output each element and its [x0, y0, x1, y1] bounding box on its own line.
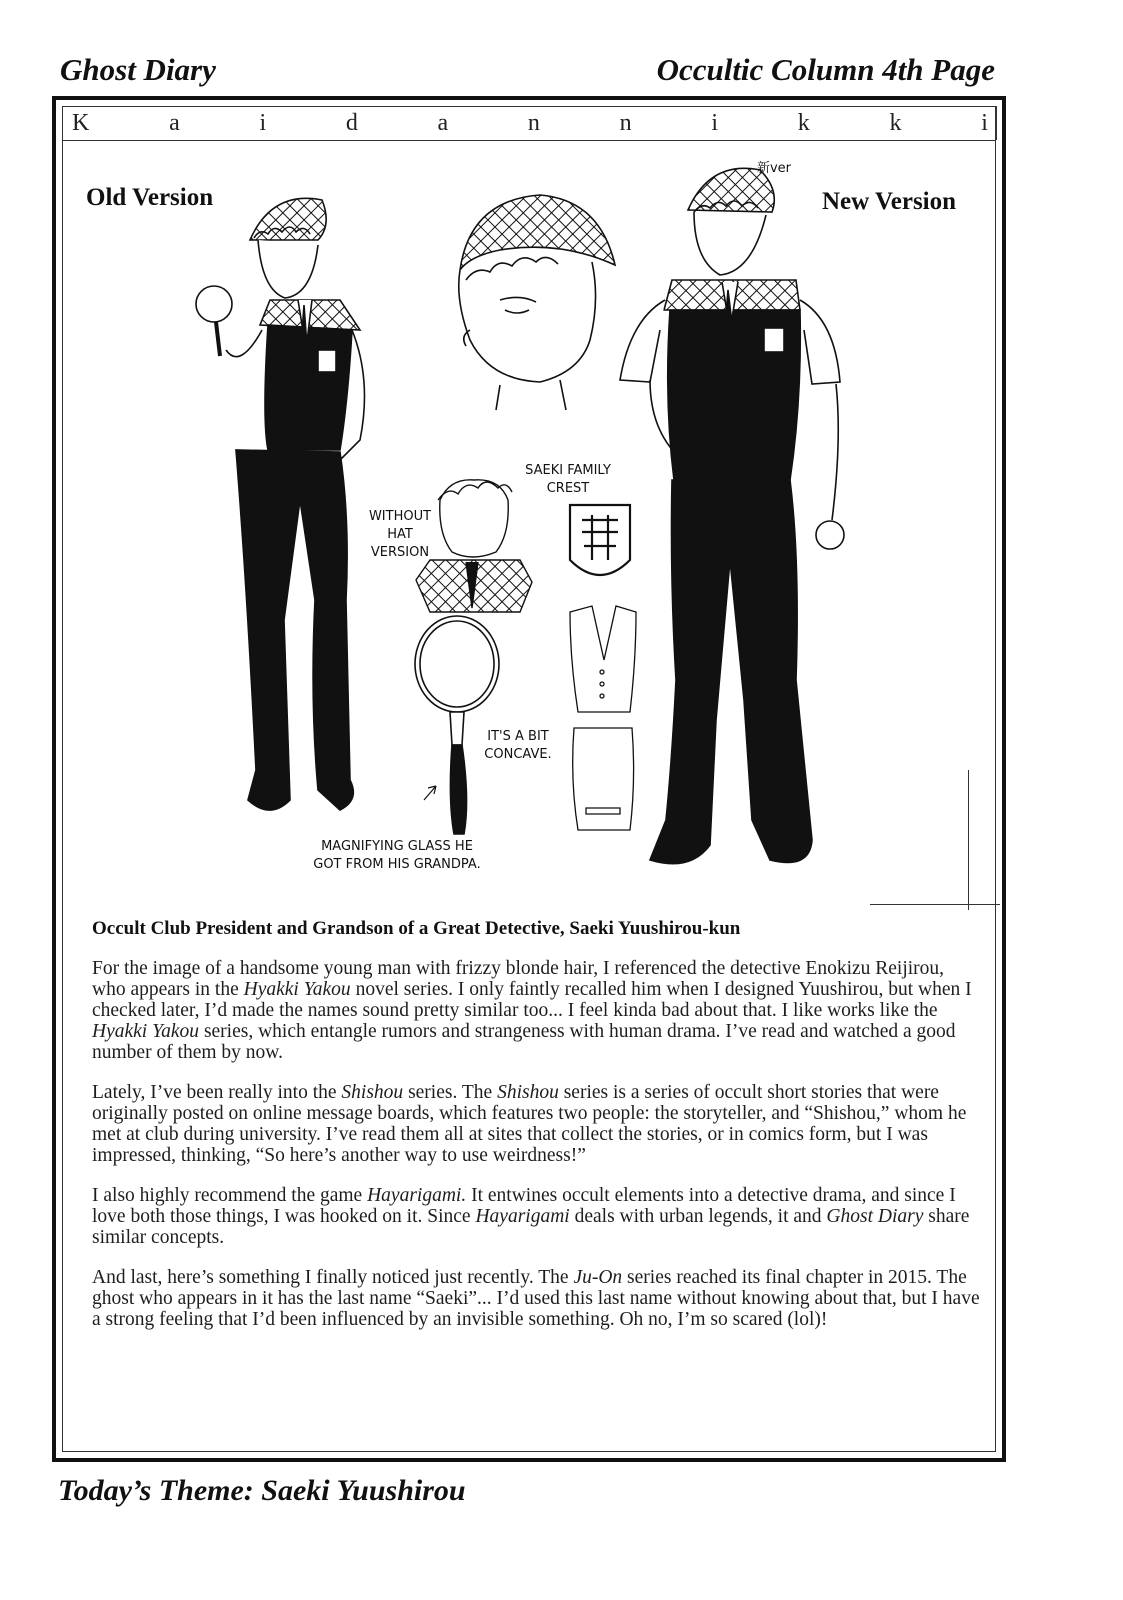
article-paragraph: And last, here’s something I finally noticed just recently. The Ju-On series reached its final chapter in 2015. The ghost who appears in it has the last name “Saeki”... I’d used this last name without knowing about that, but I have a strong feeling that I’d been influenced by an invisible something. Oh no, I’m so scared (lol)!: [92, 1267, 980, 1330]
kaidannikki-row: [72, 108, 988, 138]
new-version-label: New Version: [822, 188, 957, 215]
kaidan-rule: [62, 140, 996, 141]
family-crest: [570, 505, 630, 575]
head-sketch: [459, 195, 615, 410]
todays-theme: Today’s Theme: Saeki Yuushirou: [58, 1474, 466, 1507]
kaidan-letter: i: [259, 109, 267, 136]
column-title: Occultic Column 4th Page: [656, 52, 995, 87]
character-sheet-illustration: [170, 150, 1010, 890]
kaidan-letter: k: [889, 109, 902, 136]
column-article: [92, 918, 982, 1349]
old-version-figure: [196, 198, 365, 810]
crest-note: SAEKI FAMILY CREST: [525, 463, 611, 496]
kaidan-letter: n: [527, 109, 540, 136]
concave-note: IT'S A BIT CONCAVE.: [484, 729, 552, 762]
column-divider: [968, 770, 969, 910]
kaidan-letter: d: [345, 109, 358, 136]
kaidan-letter: a: [169, 109, 180, 136]
article-title: Occult Club President and Grandson of a Great Detective, Saeki Yuushirou-kun: [92, 918, 741, 939]
new-version-mark: 新ver: [756, 161, 792, 176]
article-paragraph: I also highly recommend the game Hayarigami. It entwines occult elements into a detective drama, and since I love both those things, I was hooked on it. Since Hayarigami deals with urban legends, it and Ghost Diary share similar concepts.: [92, 1185, 970, 1248]
kaidan-letter: k: [797, 109, 810, 136]
without-hat-note: WITHOUT HAT VERSION: [368, 509, 432, 560]
section-divider: [870, 904, 1000, 905]
series-title: Ghost Diary: [60, 52, 216, 87]
old-version-label: Old Version: [86, 184, 214, 211]
article-paragraph: Lately, I’ve been really into the Shishou series. The Shishou series is a series of occult short stories that were originally posted on online message boards, which features two people: the storyteller, and “Shishou,” whom he met at club during university. I’ve read them all at sites that collect the stories, or in comics form, but I was impressed, thinking, “So here’s another way to use weirdness!”: [92, 1082, 967, 1166]
kaidan-letter: i: [981, 109, 988, 136]
magnifying-glass-note: MAGNIFYING GLASS HE GOT FROM HIS GRANDPA.: [313, 839, 481, 872]
kaidan-tick: [996, 106, 997, 140]
kaidan-letter: K: [72, 109, 90, 136]
kaidan-letter: i: [711, 109, 719, 136]
article-paragraph: For the image of a handsome young man with frizzy blonde hair, I referenced the detective Enokizu Reijirou, who appears in the Hyakki Yakou novel series. I only faintly recalled him when I designed Yuushirou, but when I checked later, I’d made the names sound pretty similar too... I feel kinda bad about that. I like works like the Hyakki Yakou series, which entangle rumors and strangeness with human drama. I’ve read and watched a good number of them by now.: [92, 958, 972, 1063]
new-version-figure: [620, 168, 844, 863]
without-hat-bust: [416, 480, 532, 612]
vest-sketches: [570, 606, 636, 830]
magnifying-glass-sketch: [415, 616, 499, 834]
kaidan-letter: n: [619, 109, 632, 136]
kaidan-letter: a: [437, 109, 449, 136]
